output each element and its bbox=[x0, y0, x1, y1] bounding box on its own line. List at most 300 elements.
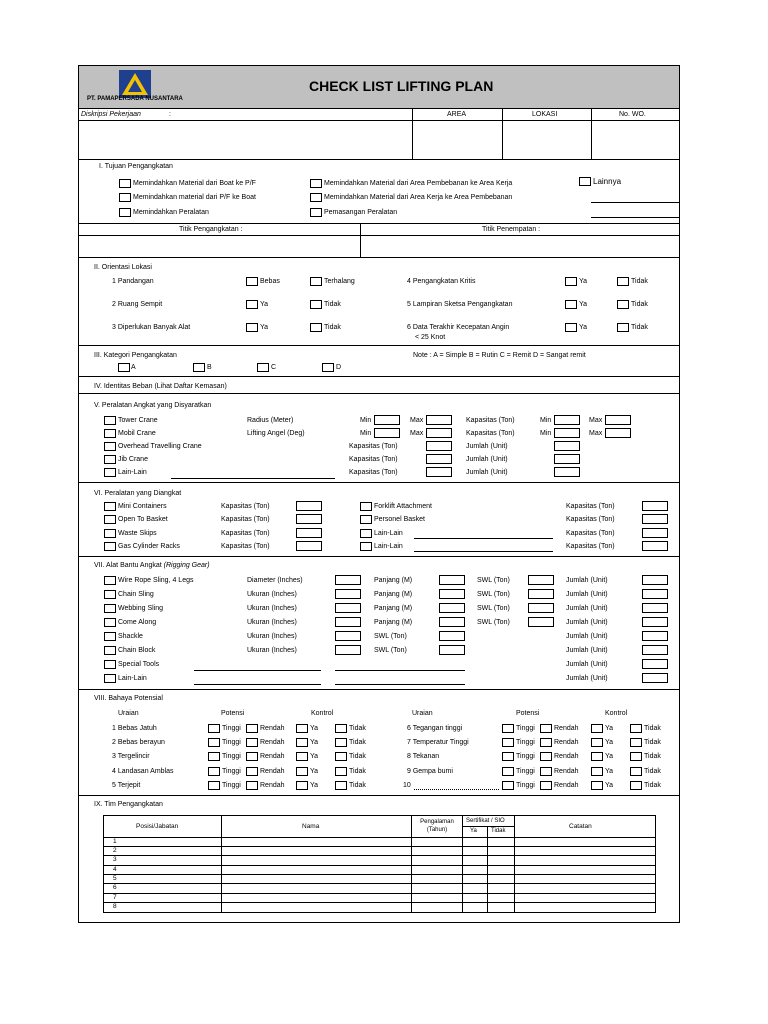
col-nama: Nama bbox=[302, 823, 320, 830]
diskripsi-colon: : bbox=[169, 111, 171, 118]
s6-right-item-2: Personel Basket bbox=[374, 516, 425, 523]
s7-jumlah-8: Jumlah (Unit) bbox=[566, 675, 608, 682]
s2-row1-a-checkbox[interactable] bbox=[246, 277, 258, 286]
s6-right-checkbox-2[interactable] bbox=[360, 515, 372, 524]
s7-jumlah-field-7[interactable] bbox=[642, 659, 668, 669]
s5-item-1: Tower Crane bbox=[118, 417, 158, 424]
s2-row3-label2: 6 Data Terakhir Kecepatan Angin bbox=[407, 324, 510, 331]
s7-jumlah-7: Jumlah (Unit) bbox=[566, 661, 608, 668]
s1-checkbox-1[interactable] bbox=[119, 179, 131, 188]
s8-kontrol-left: Kontrol bbox=[311, 710, 334, 717]
s6-left-item-4: Gas Cylinder Racks bbox=[118, 543, 180, 550]
s8-l3-tidak-checkbox[interactable] bbox=[335, 752, 347, 761]
s8-l3-rendah: Rendah bbox=[260, 753, 285, 760]
s8-l1-rendah: Rendah bbox=[260, 725, 285, 732]
s8-r2-tidak-checkbox[interactable] bbox=[630, 738, 642, 747]
s7-item-4: Come Along bbox=[118, 619, 157, 626]
s7-jumlah-field-2[interactable] bbox=[642, 589, 668, 599]
s6-right-kap-field-1[interactable] bbox=[642, 501, 668, 511]
s8-right-item-1: 6 Tegangan tinggi bbox=[407, 725, 463, 732]
s8-l5-tinggi-checkbox[interactable] bbox=[208, 781, 220, 790]
s7-panjang-field-3[interactable] bbox=[439, 603, 465, 613]
s1-checkbox-lainnya[interactable] bbox=[579, 177, 591, 186]
s3-checkbox-a[interactable] bbox=[118, 363, 130, 372]
s6-right-kap-1: Kapasitas (Ton) bbox=[566, 503, 615, 510]
s5-kap-min-field-2[interactable] bbox=[554, 428, 580, 438]
s6-right-kap-field-2[interactable] bbox=[642, 514, 668, 524]
lokasi-label: LOKASI bbox=[532, 111, 558, 118]
s6-right-item-4: Lain-Lain bbox=[374, 543, 403, 550]
s8-r2-ya-checkbox[interactable] bbox=[591, 738, 603, 747]
col-sertifikat-ya: Ya bbox=[470, 828, 477, 834]
s2-row3-d-checkbox[interactable] bbox=[617, 323, 629, 332]
team-row-7: 7 bbox=[113, 894, 117, 901]
s8-kontrol-right: Kontrol bbox=[605, 710, 628, 717]
s8-r4-rendah: Rendah bbox=[554, 768, 579, 775]
s8-r2-tinggi: Tinggi bbox=[516, 739, 535, 746]
s7-jumlah-field-8[interactable] bbox=[642, 673, 668, 683]
s8-r2-tidak: Tidak bbox=[644, 739, 661, 746]
s7-swl-2: SWL (Ton) bbox=[477, 591, 510, 598]
s7-ukuran-3: Ukuran (Inches) bbox=[247, 605, 297, 612]
s8-r1-tidak-checkbox[interactable] bbox=[630, 724, 642, 733]
s7-lainlain-line-1[interactable] bbox=[194, 684, 321, 685]
s8-potensi-left: Potensi bbox=[221, 710, 245, 717]
titik-pengangkatan-label: Titik Pengangkatan : bbox=[179, 226, 243, 233]
s8-r1-rendah-checkbox[interactable] bbox=[540, 724, 552, 733]
s5-kap-label-r4: Kapasitas (Ton) bbox=[349, 456, 398, 463]
s6-left-checkbox-3[interactable] bbox=[104, 529, 116, 538]
s7-item-2: Chain Sling bbox=[118, 591, 154, 598]
s8-l4-rendah-checkbox[interactable] bbox=[246, 767, 258, 776]
s8-l5-tidak: Tidak bbox=[349, 782, 366, 789]
s1-item-1: Memindahkan Material dari Boat ke P/F bbox=[133, 180, 256, 187]
s8-r3-ya: Ya bbox=[605, 753, 614, 760]
s8-potensi-right: Potensi bbox=[516, 710, 540, 717]
s8-r5-rendah: Rendah bbox=[554, 782, 579, 789]
s6-left-kap-1: Kapasitas (Ton) bbox=[221, 503, 270, 510]
s7-jumlah-field-4[interactable] bbox=[642, 617, 668, 627]
s6-left-item-1: Mini Containers bbox=[118, 503, 167, 510]
lifting-plan-form bbox=[78, 65, 680, 923]
s8-l4-tinggi: Tinggi bbox=[222, 768, 241, 775]
s2-row2-b: Tidak bbox=[324, 301, 341, 308]
s8-l1-rendah-checkbox[interactable] bbox=[246, 724, 258, 733]
s5-radius-min-field[interactable] bbox=[374, 415, 400, 425]
s8-l2-tidak-checkbox[interactable] bbox=[335, 738, 347, 747]
s8-l2-ya-checkbox[interactable] bbox=[296, 738, 308, 747]
s1-checkbox-4[interactable] bbox=[310, 179, 322, 188]
s2-row2-d: Tidak bbox=[631, 301, 648, 308]
s7-swl-5: SWL (Ton) bbox=[374, 633, 407, 640]
s8-r3-rendah: Rendah bbox=[554, 753, 579, 760]
s8-l2-ya: Ya bbox=[310, 739, 319, 746]
s8-r1-ya: Ya bbox=[605, 725, 614, 732]
s8-l2-tidak: Tidak bbox=[349, 739, 366, 746]
s5-kap-max-field-1[interactable] bbox=[605, 415, 631, 425]
s8-l5-ya: Ya bbox=[310, 782, 319, 789]
s2-row1-d-checkbox[interactable] bbox=[617, 277, 629, 286]
s2-row2-c: Ya bbox=[579, 301, 588, 308]
team-table bbox=[103, 815, 656, 913]
s8-l1-tidak: Tidak bbox=[349, 725, 366, 732]
s5-kap-max-field-2[interactable] bbox=[605, 428, 631, 438]
team-row-8: 8 bbox=[113, 903, 117, 910]
s5-checkbox-2[interactable] bbox=[104, 429, 116, 438]
s7-diameter-field[interactable] bbox=[335, 575, 361, 585]
s7-item-3: Webbing Sling bbox=[118, 605, 164, 612]
s5-checkbox-4[interactable] bbox=[104, 455, 116, 464]
s8-uraian-right: Uraian bbox=[412, 710, 433, 717]
s5-kap-label-r5: Kapasitas (Ton) bbox=[349, 469, 398, 476]
s7-swl-1: SWL (Ton) bbox=[477, 577, 510, 584]
s5-jumlah-field-5[interactable] bbox=[554, 467, 580, 477]
team-row-3: 3 bbox=[113, 856, 117, 863]
s8-l2-rendah-checkbox[interactable] bbox=[246, 738, 258, 747]
s8-left-item-5: 5 Terjepit bbox=[112, 782, 141, 789]
s1-checkbox-3[interactable] bbox=[119, 208, 131, 217]
s7-jumlah-6: Jumlah (Unit) bbox=[566, 647, 608, 654]
s2-row2-c-checkbox[interactable] bbox=[565, 300, 577, 309]
s5-max-label-2: Max bbox=[410, 430, 424, 437]
s7-item-7: Special Tools bbox=[118, 661, 160, 668]
s7-ukuran-field-2[interactable] bbox=[335, 589, 361, 599]
s7-checkbox-6[interactable] bbox=[104, 646, 116, 655]
s3-checkbox-b[interactable] bbox=[193, 363, 205, 372]
s2-row1-a: Bebas bbox=[260, 278, 280, 285]
team-row-4: 4 bbox=[113, 866, 117, 873]
s8-r5-ya: Ya bbox=[605, 782, 614, 789]
s7-swl-field-6[interactable] bbox=[439, 645, 465, 655]
lainnya-line-1[interactable] bbox=[591, 202, 679, 203]
team-row-2: 2 bbox=[113, 847, 117, 854]
s5-kap-field-3[interactable] bbox=[426, 441, 452, 451]
s8-r2-rendah: Rendah bbox=[554, 739, 579, 746]
s2-row2-a: Ya bbox=[260, 301, 269, 308]
s5-min-label-1: Min bbox=[360, 417, 372, 424]
s6-right-kap-field-3[interactable] bbox=[642, 528, 668, 538]
s8-r5-ya-checkbox[interactable] bbox=[591, 781, 603, 790]
s7-item-5: Shackle bbox=[118, 633, 143, 640]
company-logo-icon bbox=[119, 70, 151, 98]
s8-r4-rendah-checkbox[interactable] bbox=[540, 767, 552, 776]
s2-row1-b-checkbox[interactable] bbox=[310, 277, 322, 286]
s7-item-6: Chain Block bbox=[118, 647, 156, 654]
s7-special-line-2[interactable] bbox=[335, 670, 465, 671]
s7-jumlah-field-5[interactable] bbox=[642, 631, 668, 641]
s3-checkbox-c[interactable] bbox=[257, 363, 269, 372]
s6-lainlain-line-1[interactable] bbox=[414, 538, 553, 539]
s7-ukuran-5: Ukuran (Inches) bbox=[247, 633, 297, 640]
s8-r4-tidak: Tidak bbox=[644, 768, 661, 775]
s7-jumlah-1: Jumlah (Unit) bbox=[566, 577, 608, 584]
s2-row1-b: Terhalang bbox=[324, 278, 355, 285]
col-pengalaman: Pengalaman (Tahun) bbox=[420, 819, 454, 833]
s8-right-item-4: 9 Gempa bumi bbox=[407, 768, 453, 775]
s6-left-kap-field-4[interactable] bbox=[296, 541, 322, 551]
s6-left-kap-field-2[interactable] bbox=[296, 514, 322, 524]
s7-swl-field-3[interactable] bbox=[528, 603, 554, 613]
s7-ukuran-field-3[interactable] bbox=[335, 603, 361, 613]
team-row-5: 5 bbox=[113, 875, 117, 882]
s3-option-b: B bbox=[207, 364, 212, 371]
s6-left-kap-2: Kapasitas (Ton) bbox=[221, 516, 270, 523]
s8-l1-tinggi-checkbox[interactable] bbox=[208, 724, 220, 733]
s8-l4-ya-checkbox[interactable] bbox=[296, 767, 308, 776]
col-sertifikat-tidak: Tidak bbox=[491, 828, 506, 834]
s2-row1-c-checkbox[interactable] bbox=[565, 277, 577, 286]
s7-ukuran-4: Ukuran (Inches) bbox=[247, 619, 297, 626]
s7-jumlah-4: Jumlah (Unit) bbox=[566, 619, 608, 626]
col-posisi: Posisi/Jabatan bbox=[136, 823, 179, 830]
s5-lifting-max-field[interactable] bbox=[426, 428, 452, 438]
s8-r5-rendah-checkbox[interactable] bbox=[540, 781, 552, 790]
s5-title: V. Peralatan Angkat yang Disyaratkan bbox=[94, 402, 212, 409]
s8-r1-tinggi: Tinggi bbox=[516, 725, 535, 732]
s2-row3-b: Tidak bbox=[324, 324, 341, 331]
s5-max-label-3: Max bbox=[589, 417, 603, 424]
s8-l5-rendah-checkbox[interactable] bbox=[246, 781, 258, 790]
s6-right-checkbox-1[interactable] bbox=[360, 502, 372, 511]
s7-checkbox-7[interactable] bbox=[104, 660, 116, 669]
s2-wind-limit: < 25 Knot bbox=[415, 334, 446, 341]
s8-l2-tinggi-checkbox[interactable] bbox=[208, 738, 220, 747]
s8-item10-line[interactable] bbox=[414, 789, 499, 790]
s5-item-4: Jib Crane bbox=[118, 456, 148, 463]
diskripsi-field[interactable] bbox=[81, 122, 409, 156]
form-header bbox=[79, 66, 679, 108]
s8-l5-tidak-checkbox[interactable] bbox=[335, 781, 347, 790]
s5-jumlah-field-3[interactable] bbox=[554, 441, 580, 451]
s7-checkbox-5[interactable] bbox=[104, 632, 116, 641]
s7-jumlah-5: Jumlah (Unit) bbox=[566, 633, 608, 640]
s7-jumlah-field-6[interactable] bbox=[642, 645, 668, 655]
s6-lainlain-line-2[interactable] bbox=[414, 551, 553, 552]
s7-swl-field-1[interactable] bbox=[528, 575, 554, 585]
s7-panjang-field-4[interactable] bbox=[439, 617, 465, 627]
s8-r2-tinggi-checkbox[interactable] bbox=[502, 738, 514, 747]
s8-left-item-3: 3 Tergelincir bbox=[112, 753, 150, 760]
s1-item-6: Pemasangan Peralatan bbox=[324, 209, 398, 216]
s2-row3-c-checkbox[interactable] bbox=[565, 323, 577, 332]
s5-radius-label: Radius (Meter) bbox=[247, 417, 294, 424]
s5-min-label-2: Min bbox=[360, 430, 372, 437]
s8-l5-ya-checkbox[interactable] bbox=[296, 781, 308, 790]
s5-item-3: Overhead Travelling Crane bbox=[118, 443, 202, 450]
s2-row2-b-checkbox[interactable] bbox=[310, 300, 322, 309]
s6-left-checkbox-1[interactable] bbox=[104, 502, 116, 511]
s3-checkbox-d[interactable] bbox=[322, 363, 334, 372]
s1-checkbox-6[interactable] bbox=[310, 208, 322, 217]
s7-lainlain-line-2[interactable] bbox=[335, 684, 465, 685]
s5-item-2: Mobil Crane bbox=[118, 430, 156, 437]
s8-r1-tinggi-checkbox[interactable] bbox=[502, 724, 514, 733]
s3-title: III. Kategori Pengangkatan bbox=[94, 352, 177, 359]
s2-row2-d-checkbox[interactable] bbox=[617, 300, 629, 309]
s6-left-kap-field-1[interactable] bbox=[296, 501, 322, 511]
s7-checkbox-8[interactable] bbox=[104, 674, 116, 683]
s7-panjang-field-1[interactable] bbox=[439, 575, 465, 585]
s1-title: I. Tujuan Pengangkatan bbox=[99, 163, 173, 170]
s8-r3-tidak: Tidak bbox=[644, 753, 661, 760]
s8-r4-ya: Ya bbox=[605, 768, 614, 775]
s8-l4-tidak-checkbox[interactable] bbox=[335, 767, 347, 776]
s8-r5-tinggi: Tinggi bbox=[516, 782, 535, 789]
s7-jumlah-field-1[interactable] bbox=[642, 575, 668, 585]
s1-checkbox-5[interactable] bbox=[310, 193, 322, 202]
s2-row3-a-checkbox[interactable] bbox=[246, 323, 258, 332]
s7-title-italic: (Rigging Gear) bbox=[163, 562, 210, 569]
s8-l3-tinggi: Tinggi bbox=[222, 753, 241, 760]
s5-kap-field-5[interactable] bbox=[426, 467, 452, 477]
team-row-6: 6 bbox=[113, 884, 117, 891]
s2-row1-c: Ya bbox=[579, 278, 588, 285]
s1-item-5: Memindahkan Material dari Area Kerja ke Area Pembebanan bbox=[324, 194, 513, 201]
s8-l3-ya: Ya bbox=[310, 753, 319, 760]
s1-item-4: Memindahkan Material dari Area Pembebanan ke Area Kerja bbox=[324, 180, 513, 187]
titik-penempatan-label: Titik Penempatan : bbox=[482, 226, 541, 233]
s5-jumlah-label-r5: Jumlah (Unit) bbox=[466, 469, 508, 476]
s6-left-kap-field-3[interactable] bbox=[296, 528, 322, 538]
area-label: AREA bbox=[447, 111, 467, 118]
s5-lifting-min-field[interactable] bbox=[374, 428, 400, 438]
s5-checkbox-1[interactable] bbox=[104, 416, 116, 425]
s2-row3-b-checkbox[interactable] bbox=[310, 323, 322, 332]
s8-r1-ya-checkbox[interactable] bbox=[591, 724, 603, 733]
s8-right-item-2: 7 Temperatur Tinggi bbox=[407, 739, 469, 746]
s2-row2-label: 2 Ruang Sempit bbox=[112, 301, 163, 308]
s1-checkbox-2[interactable] bbox=[119, 193, 131, 202]
s7-panjang-field-2[interactable] bbox=[439, 589, 465, 599]
s8-right-item-5: 10 bbox=[403, 782, 411, 789]
s5-checkbox-3[interactable] bbox=[104, 442, 116, 451]
s5-kap-field-4[interactable] bbox=[426, 454, 452, 464]
s7-ukuran-field-5[interactable] bbox=[335, 631, 361, 641]
s2-row1-label: 1 Pandangan bbox=[112, 278, 154, 285]
s8-l3-tinggi-checkbox[interactable] bbox=[208, 752, 220, 761]
s8-r4-ya-checkbox[interactable] bbox=[591, 767, 603, 776]
s5-lainlain-line[interactable] bbox=[171, 478, 335, 479]
s5-kap-label-r3: Kapasitas (Ton) bbox=[349, 443, 398, 450]
s3-option-c: C bbox=[271, 364, 277, 371]
s6-title: VI. Peralatan yang Diangkat bbox=[94, 490, 182, 497]
s8-r3-tinggi-checkbox[interactable] bbox=[502, 752, 514, 761]
s2-row3-c: Ya bbox=[579, 324, 588, 331]
s8-l1-ya-checkbox[interactable] bbox=[296, 724, 308, 733]
s5-jumlah-field-4[interactable] bbox=[554, 454, 580, 464]
s7-ukuran-field-4[interactable] bbox=[335, 617, 361, 627]
s2-row1-d: Tidak bbox=[631, 278, 648, 285]
s6-right-checkbox-3[interactable] bbox=[360, 529, 372, 538]
s6-right-item-3: Lain-Lain bbox=[374, 530, 403, 537]
s8-l3-tidak: Tidak bbox=[349, 753, 366, 760]
s8-l1-tidak-checkbox[interactable] bbox=[335, 724, 347, 733]
s7-item-8: Lain-Lain bbox=[118, 675, 147, 682]
s7-panjang-1: Panjang (M) bbox=[374, 577, 413, 584]
s2-row2-a-checkbox[interactable] bbox=[246, 300, 258, 309]
s8-l3-rendah-checkbox[interactable] bbox=[246, 752, 258, 761]
s5-radius-max-field[interactable] bbox=[426, 415, 452, 425]
s6-left-item-3: Waste Skips bbox=[118, 530, 157, 537]
s8-l5-tinggi: Tinggi bbox=[222, 782, 241, 789]
s7-checkbox-2[interactable] bbox=[104, 590, 116, 599]
s5-kap-label-r2: Kapasitas (Ton) bbox=[466, 430, 515, 437]
s5-max-label-4: Max bbox=[589, 430, 603, 437]
s7-title-main: VII. Alat Bantu Angkat bbox=[94, 562, 162, 569]
s7-title bbox=[94, 561, 210, 570]
s5-jumlah-label-r3: Jumlah (Unit) bbox=[466, 443, 508, 450]
s8-left-item-2: 2 Bebas berayun bbox=[112, 739, 165, 746]
s8-left-item-1: 1 Bebas Jatuh bbox=[112, 725, 157, 732]
s8-l2-rendah: Rendah bbox=[260, 739, 285, 746]
nowo-label: No. WO. bbox=[619, 111, 646, 118]
s8-l3-ya-checkbox[interactable] bbox=[296, 752, 308, 761]
s7-checkbox-4[interactable] bbox=[104, 618, 116, 627]
s8-l4-tidak: Tidak bbox=[349, 768, 366, 775]
s8-l5-rendah: Rendah bbox=[260, 782, 285, 789]
s6-right-kap-field-4[interactable] bbox=[642, 541, 668, 551]
s7-checkbox-1[interactable] bbox=[104, 576, 116, 585]
s7-jumlah-field-3[interactable] bbox=[642, 603, 668, 613]
s3-option-a: A bbox=[131, 364, 136, 371]
s6-left-checkbox-4[interactable] bbox=[104, 542, 116, 551]
s6-right-checkbox-4[interactable] bbox=[360, 542, 372, 551]
s6-right-kap-2: Kapasitas (Ton) bbox=[566, 516, 615, 523]
s6-left-checkbox-2[interactable] bbox=[104, 515, 116, 524]
s6-right-kap-3: Kapasitas (Ton) bbox=[566, 530, 615, 537]
s9-title: IX. Tim Pengangkatan bbox=[94, 801, 163, 808]
s7-checkbox-3[interactable] bbox=[104, 604, 116, 613]
s5-kap-min-field-1[interactable] bbox=[554, 415, 580, 425]
s8-r4-tinggi-checkbox[interactable] bbox=[502, 767, 514, 776]
s8-r2-ya: Ya bbox=[605, 739, 614, 746]
s5-item-5: Lain-Lain bbox=[118, 469, 147, 476]
s1-item-lainnya: Lainnya bbox=[593, 177, 622, 186]
s1-item-2: Memindahkan material dari P/F ke Boat bbox=[133, 194, 256, 201]
s7-swl-field-4[interactable] bbox=[528, 617, 554, 627]
s7-ukuran-field-6[interactable] bbox=[335, 645, 361, 655]
s8-r1-rendah: Rendah bbox=[554, 725, 579, 732]
s8-r5-tidak-checkbox[interactable] bbox=[630, 781, 642, 790]
s8-r5-tinggi-checkbox[interactable] bbox=[502, 781, 514, 790]
lainnya-line-2[interactable] bbox=[591, 217, 679, 218]
s7-swl-field-5[interactable] bbox=[439, 631, 465, 641]
s7-swl-field-2[interactable] bbox=[528, 589, 554, 599]
s5-min-label-4: Min bbox=[540, 430, 552, 437]
s8-l4-tinggi-checkbox[interactable] bbox=[208, 767, 220, 776]
s8-r3-tidak-checkbox[interactable] bbox=[630, 752, 642, 761]
s5-lifting-label: Lifting Angel (Deg) bbox=[247, 430, 305, 437]
s8-l4-rendah: Rendah bbox=[260, 768, 285, 775]
s5-checkbox-5[interactable] bbox=[104, 468, 116, 477]
s8-r3-ya-checkbox[interactable] bbox=[591, 752, 603, 761]
s7-ukuran-2: Ukuran (Inches) bbox=[247, 591, 297, 598]
s2-row3-d: Tidak bbox=[631, 324, 648, 331]
s2-row2-label2: 5 Lampiran Sketsa Pengangkatan bbox=[407, 301, 513, 308]
s7-panjang-3: Panjang (M) bbox=[374, 605, 413, 612]
s7-jumlah-3: Jumlah (Unit) bbox=[566, 605, 608, 612]
s6-right-kap-4: Kapasitas (Ton) bbox=[566, 543, 615, 550]
s7-special-line-1[interactable] bbox=[194, 670, 321, 671]
s8-r5-tidak: Tidak bbox=[644, 782, 661, 789]
s6-left-kap-4: Kapasitas (Ton) bbox=[221, 543, 270, 550]
s5-min-label-3: Min bbox=[540, 417, 552, 424]
s8-r3-rendah-checkbox[interactable] bbox=[540, 752, 552, 761]
s8-r2-rendah-checkbox[interactable] bbox=[540, 738, 552, 747]
s8-r4-tidak-checkbox[interactable] bbox=[630, 767, 642, 776]
s8-right-item-3: 8 Tekanan bbox=[407, 753, 440, 760]
company-name: PT. PAMAPERSADA NUSANTARA bbox=[87, 96, 183, 102]
